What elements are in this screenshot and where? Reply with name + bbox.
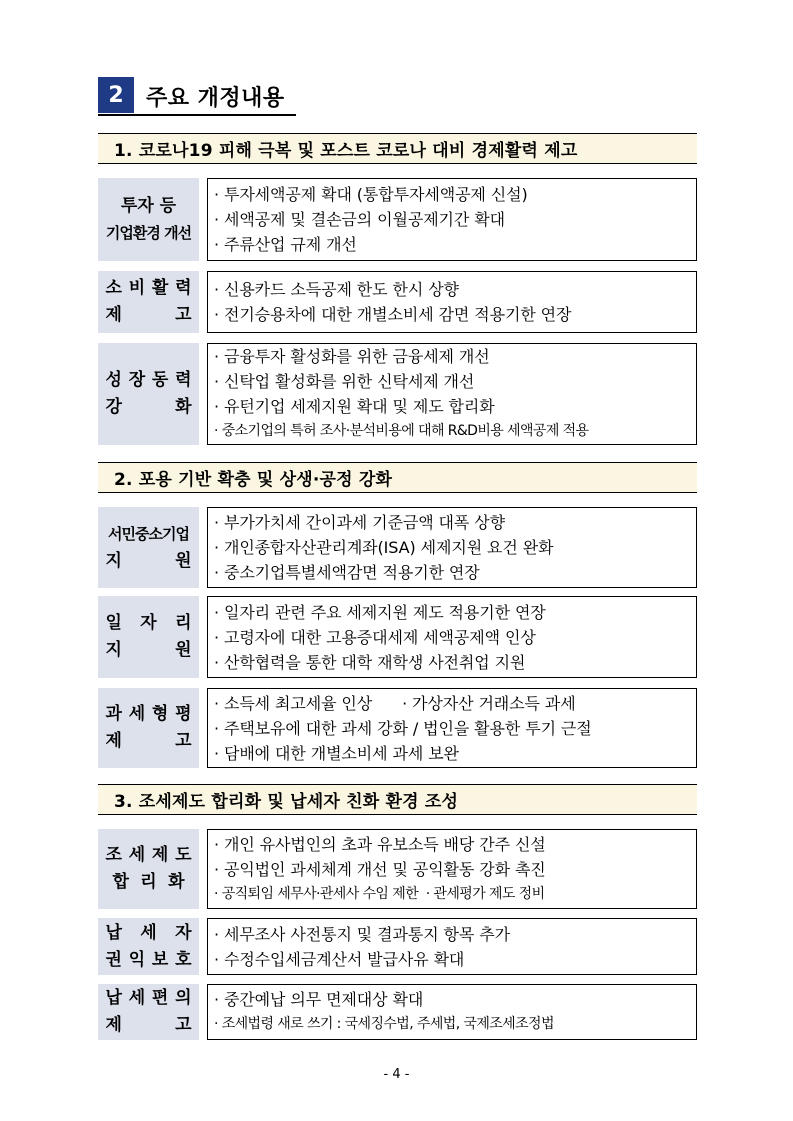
row-label-line: 강 화 — [105, 397, 192, 417]
list-item: · 공익법인 과세체계 개선 및 공익활동 강화 촉진 — [214, 859, 546, 879]
heading-number: 2 — [98, 77, 134, 113]
row-jobs-support — [98, 596, 697, 678]
row-label-line: 성 장 동 력 — [105, 370, 192, 390]
row-label-line: 과 세 형 평 — [105, 704, 192, 724]
list-item: · 개인종합자산관리계좌(ISA) 세제지원 요건 완화 — [214, 538, 554, 557]
row-consumption — [98, 271, 697, 333]
row-items-box — [207, 343, 697, 445]
list-item: · 세액공제 및 결손금의 이월공제기간 확대 — [214, 210, 505, 229]
row-label — [98, 829, 199, 909]
row-label-line: 소 비 활 력 — [105, 278, 192, 298]
row-label — [98, 343, 199, 445]
row-label-line: 투자 등 — [120, 195, 177, 216]
row-label-line: 일 자 리 — [105, 613, 192, 633]
section-title-2: 2. 포용 기반 확충 및 상생·공정 강화 — [98, 462, 697, 493]
list-item: · 산학협력을 통한 대학 재학생 사전취업 지원 — [214, 652, 526, 672]
list-item: · 세무조사 사전통지 및 결과통지 항목 추가 — [214, 924, 510, 944]
heading-underline — [98, 114, 296, 116]
section-title-3: 3. 조세제도 합리화 및 납세자 친화 환경 조성 — [98, 784, 697, 815]
row-items-box — [207, 984, 697, 1040]
row-label-line: 서민중소기업 — [108, 524, 189, 543]
section-title-1: 1. 코로나19 피해 극복 및 포스트 코로나 대비 경제활력 제고 — [98, 133, 697, 164]
section-heading — [98, 77, 296, 115]
row-items-box — [207, 596, 697, 678]
row-taxpayer-rights — [98, 918, 697, 975]
list-item: · 개인 유사법인의 초과 유보소득 배당 간주 신설 — [214, 834, 546, 854]
row-label — [98, 918, 199, 975]
row-label — [98, 596, 199, 678]
row-label-line: 지 원 — [105, 550, 192, 571]
list-item: · 중소기업특별세액감면 적용기한 연장 — [214, 563, 480, 582]
row-label — [98, 271, 199, 333]
list-item: · 조세법령 새로 쓰기 : 국세징수법, 주세법, 국제조세조정법 — [214, 1016, 554, 1032]
row-investment-environment — [98, 178, 697, 261]
row-tax-equity — [98, 688, 697, 768]
row-label-line: 납 세 자 — [105, 922, 192, 943]
page-number: - 4 - — [383, 1067, 410, 1082]
list-item: · 소득세 최고세율 인상 · 가상자산 거래소득 과세 — [214, 693, 576, 713]
list-item: · 전기승용차에 대한 개별소비세 감면 적용기한 연장 — [214, 305, 572, 324]
row-label-line: 제 고 — [105, 1015, 192, 1035]
list-item: · 유턴기업 세제지원 확대 및 제도 합리화 — [214, 397, 495, 416]
row-smb-support — [98, 507, 697, 588]
row-label-line: 합 리 화 — [112, 872, 185, 892]
row-label-line: 조 세 제 도 — [105, 845, 192, 865]
row-taxpayer-convenience — [98, 984, 697, 1040]
heading-title: 주요 개정내용 — [146, 86, 285, 111]
row-label-line: 권 익 보 호 — [105, 949, 192, 970]
row-growth-engine — [98, 343, 697, 445]
row-label — [98, 984, 199, 1040]
list-item: · 공직퇴임 세무사·관세사 수임 제한 · 관세평가 제도 정비 — [214, 885, 545, 902]
list-item: · 고령자에 대한 고용증대세제 세액공제액 인상 — [214, 627, 536, 647]
list-item: · 금융투자 활성화를 위한 금융세제 개선 — [214, 347, 490, 366]
list-item: · 중간예납 의무 면제대상 확대 — [214, 990, 424, 1009]
list-item: · 부가가치세 간이과세 기준금액 대폭 상향 — [214, 513, 505, 532]
row-label — [98, 178, 199, 261]
row-items-box — [207, 271, 697, 333]
row-items-box — [207, 918, 697, 975]
row-items-box — [207, 507, 697, 588]
row-items-box — [207, 178, 697, 261]
list-item: · 일자리 관련 주요 세제지원 제도 적용기한 연장 — [214, 602, 546, 622]
row-label-line: 납 세 편 의 — [105, 988, 192, 1008]
list-item: · 신탁업 활성화를 위한 신탁세제 개선 — [214, 372, 475, 391]
row-tax-system — [98, 829, 697, 909]
list-item: · 수정수입세금계산서 발급사유 확대 — [214, 949, 465, 969]
list-item: · 주류산업 규제 개선 — [214, 235, 357, 254]
row-label-line: 제 고 — [105, 305, 192, 325]
list-item: · 담배에 대한 개별소비세 과세 보완 — [214, 743, 459, 763]
row-label-line: 제 고 — [105, 731, 192, 751]
list-item: · 주택보유에 대한 과세 강화 / 법인을 활용한 투기 근절 — [214, 718, 592, 738]
list-item: · 중소기업의 특허 조사·분석비용에 대해 R&D비용 세액공제 적용 — [214, 423, 589, 439]
row-items-box — [207, 688, 697, 768]
row-label — [98, 688, 199, 768]
list-item: · 신용카드 소득공제 한도 한시 상향 — [214, 280, 459, 299]
row-items-box — [207, 829, 697, 909]
row-label-line: 기업환경 개선 — [105, 223, 192, 242]
list-item: · 투자세액공제 확대 (통합투자세액공제 신설) — [214, 185, 528, 204]
row-label-line: 지 원 — [105, 640, 192, 660]
row-label — [98, 507, 199, 588]
